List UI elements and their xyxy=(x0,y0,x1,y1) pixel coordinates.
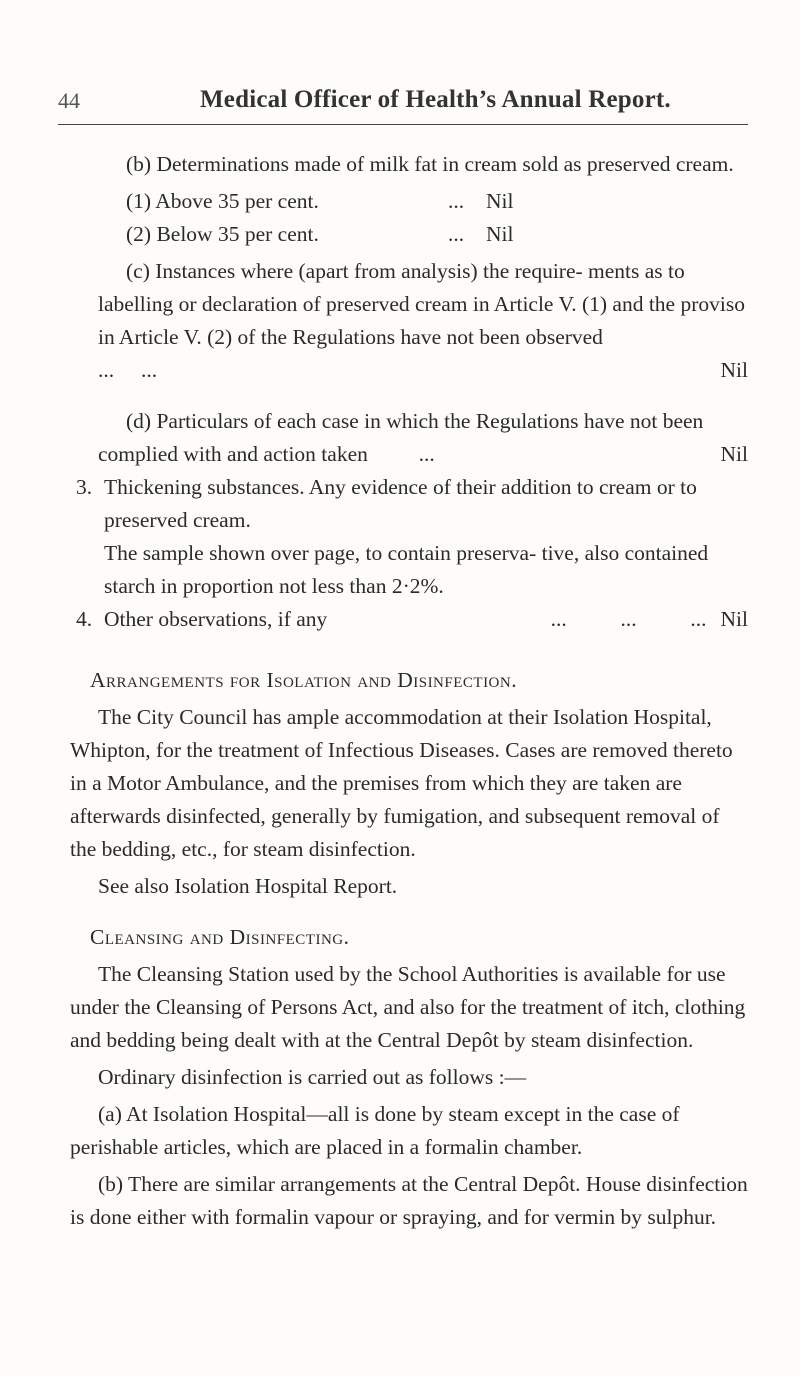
item-value: Nil xyxy=(486,222,514,246)
item-value: Nil xyxy=(486,189,514,213)
item-3-detail: The sample shown over page, to contain preserva- tive, also contained starch in proportion not less than 2·2%. xyxy=(104,541,709,598)
item-4 xyxy=(76,603,748,636)
section-b-text: (b) Determinations made of milk fat in cream sold as preserved cream. xyxy=(126,152,734,176)
section-c-value: Nil xyxy=(720,358,748,382)
isolation-paragraph: The City Council has ample accommodation at their Isolation Hospital, Whipton, for the treatment of Infectious Diseases. Cases are removed thereto in a Motor Ambulance, and the premises from which they are taken are afterwards disinfected, generally by fumigation, and subsequent removal of the bedding, etc., for steam disinfection. xyxy=(70,705,733,861)
page-number: 44 xyxy=(58,88,80,113)
document-body xyxy=(70,148,748,1234)
cleansing-heading: Cleansing and Disinfecting. xyxy=(90,925,350,949)
cleansing-item-b: (b) There are similar arrangements at the Central Depôt. House disinfection is done either with formalin vapour or spraying, and for vermin by sulphur. xyxy=(70,1172,748,1229)
section-d-text: (d) Particulars of each case in which the Regulations have not been complied with and action taken xyxy=(98,409,704,466)
item-3-text: Thickening substances. Any evidence of their addition to cream or to preserved cream. xyxy=(104,475,697,532)
cleansing-item-a: (a) At Isolation Hospital—all is done by steam except in the case of perishable articles, which are placed in a formalin chamber. xyxy=(70,1102,680,1159)
leader-dots: ... ... xyxy=(98,358,158,382)
item-label: (2) Below 35 per cent. xyxy=(126,222,319,246)
page-title: Medical Officer of Health’s Annual Report. xyxy=(200,86,671,113)
section-b-item-2 xyxy=(126,218,546,251)
header-rule xyxy=(58,124,748,125)
section-d xyxy=(98,405,748,471)
section-c xyxy=(98,255,748,387)
leader-dots: ... xyxy=(447,222,465,246)
section-d-value: Nil xyxy=(720,442,748,466)
leader-dots: ... xyxy=(447,189,465,213)
item-label: (1) Above 35 per cent. xyxy=(126,189,319,213)
item-number: 4. xyxy=(76,607,93,631)
leader-dots: ... xyxy=(418,442,435,466)
cleansing-ordinary: Ordinary disinfection is carried out as follows :— xyxy=(98,1065,527,1089)
section-b-item-1 xyxy=(126,185,546,218)
item-4-text: Other observations, if any xyxy=(104,607,328,631)
isolation-see-also: See also Isolation Hospital Report. xyxy=(98,874,398,898)
leader-dots: ... ... ... xyxy=(550,607,707,631)
cleansing-paragraph: The Cleansing Station used by the School Authorities is available for use under the Cleansing of Persons Act, and also for the treatment of itch, clothing and bedding being dealt with at the Central Depôt by steam disinfection. xyxy=(70,962,746,1052)
item-4-value: Nil xyxy=(720,607,748,631)
item-3 xyxy=(76,471,748,537)
item-number: 3. xyxy=(76,475,93,499)
isolation-heading: Arrangements for Isolation and Disinfection. xyxy=(90,668,518,692)
section-c-text: (c) Instances where (apart from analysis) the require- ments as to labelling or declaration of preserved cream in Article V. (1) and the proviso in Article V. (2) of the Regulations have not been observed xyxy=(98,259,745,349)
